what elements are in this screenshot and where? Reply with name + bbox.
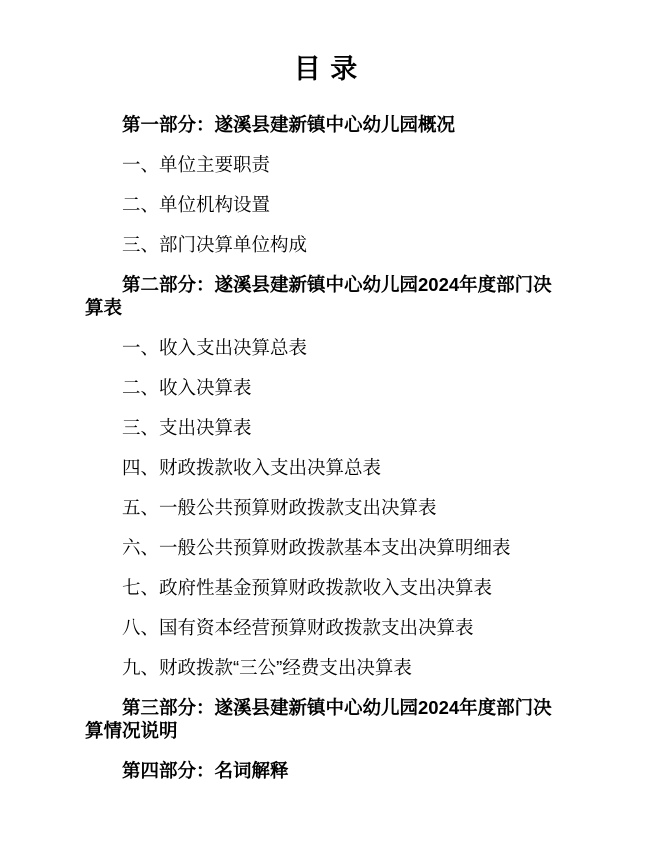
toc-item: 八、国有资本经营预算财政拨款支出决算表 — [122, 617, 474, 638]
toc-item: 五、一般公共预算财政拨款支出决算表 — [122, 497, 437, 518]
section-heading-part1: 第一部分：遂溪县建新镇中心幼儿园概况 — [122, 114, 456, 135]
toc-item: 一、收入支出决算总表 — [122, 337, 308, 358]
toc-item: 九、财政拨款“三公”经费支出决算表 — [122, 657, 412, 678]
toc-item: 一、单位主要职责 — [122, 154, 271, 175]
page-title: 目 录 — [293, 54, 359, 84]
toc-item: 七、政府性基金预算财政拨款收入支出决算表 — [122, 577, 493, 598]
toc-item: 二、单位机构设置 — [122, 194, 271, 215]
section-heading-part2: 第二部分：遂溪县建新镇中心幼儿园2024年度部门决算表 — [85, 274, 552, 318]
toc-item: 三、部门决算单位构成 — [122, 234, 308, 255]
section-heading-part4: 第四部分：名词解释 — [122, 760, 289, 781]
section-heading-part3: 第三部分：遂溪县建新镇中心幼儿园2024年度部门决算情况说明 — [85, 697, 552, 741]
toc-item: 六、一般公共预算财政拨款基本支出决算明细表 — [122, 537, 511, 558]
toc-item: 四、财政拨款收入支出决算总表 — [122, 457, 382, 478]
toc-item: 三、支出决算表 — [122, 417, 252, 438]
toc-item: 二、收入决算表 — [122, 377, 252, 398]
